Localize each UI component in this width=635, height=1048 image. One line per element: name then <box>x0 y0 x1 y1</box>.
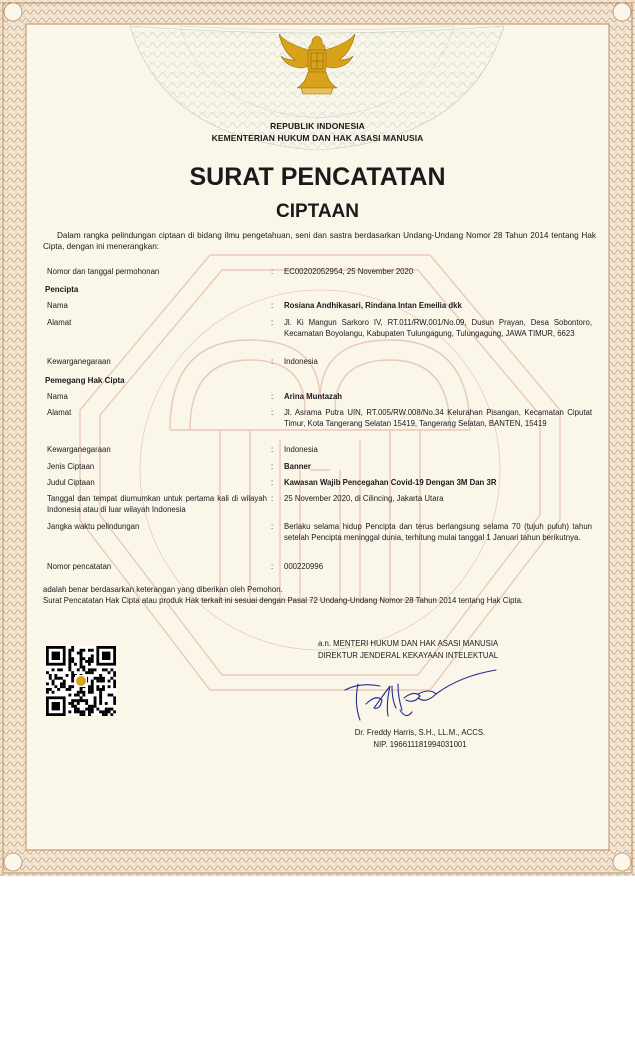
signatory-on-behalf: a.n. MENTERI HUKUM DAN HAK ASASI MANUSIA <box>318 639 499 648</box>
garuda-emblem-icon <box>275 30 359 98</box>
section-heading-holder: Pemegang Hak Cipta <box>45 376 125 385</box>
field-colon: : <box>271 522 274 531</box>
field-label: Alamat <box>47 408 72 417</box>
field-colon: : <box>271 357 274 366</box>
document-subtitle: CIPTAAN <box>275 201 360 222</box>
field-label: Kewarganegaraan <box>47 445 111 454</box>
field-value: Banner <box>284 462 311 471</box>
header-ministry: KEMENTERIAN HUKUM DAN HAK ASASI MANUSIA <box>211 133 424 143</box>
field-colon: : <box>271 562 274 571</box>
signatory-name: Dr. Freddy Harris, S.H., LL.M., ACCS. <box>354 728 486 737</box>
field-value: Kawasan Wajib Pencegahan Covid-19 Dengan 3M Dan 3R <box>284 478 497 487</box>
field-value: Arina Muntazah <box>284 392 343 401</box>
field-value: Jl. Ki Mangun Sarkoro IV, RT.011/RW.001/No.09, Dusun Prayan, Desa Sobontoro, Kecamatan Boyolangu, Kabupaten Tulungagung, Tulungagung, JAWA TIMUR, 6623 <box>284 318 592 338</box>
field-colon: : <box>271 445 274 454</box>
field-colon: : <box>271 462 274 471</box>
field-value: EC00202052954, 25 November 2020 <box>284 267 414 276</box>
field-value: Berlaku selama hidup Pencipta dan terus berlangsung selama 70 (tujuh puluh) tahun setelah Pencipta meninggal dunia, terhitung mulai tanggal 1 Januari tahun berikutnya. <box>284 522 592 542</box>
field-colon: : <box>271 478 274 487</box>
field-colon: : <box>271 267 274 276</box>
field-label: Tanggal dan tempat diumumkan untuk pertama kali di wilayah Indonesia atau di luar wilayah Indonesia <box>47 494 267 514</box>
field-label: Jenis Ciptaan <box>47 462 95 471</box>
section-heading-creator: Pencipta <box>45 285 79 294</box>
field-label: Nomor dan tanggal permohonan <box>47 267 160 276</box>
field-label: Kewarganegaraan <box>47 357 111 366</box>
field-label: Judul Ciptaan <box>47 478 95 487</box>
field-label: Nama <box>47 301 68 310</box>
field-label: Nama <box>47 392 68 401</box>
field-value: Indonesia <box>284 445 318 454</box>
field-label: Nomor pencatatan <box>47 562 112 571</box>
signatory-position: DIREKTUR JENDERAL KEKAYAAN INTELEKTUAL <box>318 651 499 660</box>
signature-icon <box>340 664 500 724</box>
field-colon: : <box>271 392 274 401</box>
field-colon: : <box>271 318 274 327</box>
qr-code-icon <box>46 646 116 716</box>
field-label: Alamat <box>47 318 72 327</box>
intro-paragraph: Dalam rangka pelindungan ciptaan di bidang ilmu pengetahuan, seni dan sastra berdasarkan Undang-Undang Nomor 28 Tahun 2014 tentang Hak Cipta, dengan ini menerangkan: <box>43 231 596 251</box>
signatory-nip: NIP. 196611181994031001 <box>373 740 467 749</box>
document-title: SURAT PENCATATAN <box>189 163 446 191</box>
field-value: 25 November 2020, di Cilincing, Jakarta Utara <box>284 494 444 503</box>
header-country: REPUBLIK INDONESIA <box>270 121 365 131</box>
closing-line-2: Surat Pencatatan Hak Cipta atau produk Hak terkait ini sesuai dengan Pasal 72 Undang-Undang Nomor 28 Tahun 2014 tentang Hak Cipta. <box>43 596 524 605</box>
closing-line-1: adalah benar berdasarkan keterangan yang diberikan oleh Pemohon. <box>43 585 283 594</box>
field-colon: : <box>271 408 274 417</box>
field-colon: : <box>271 494 274 503</box>
field-colon: : <box>271 301 274 310</box>
field-value: 000220996 <box>284 562 324 571</box>
field-value: Jl. Asrama Putra UIN, RT.005/RW.008/No.34 Kelurahan Pisangan, Kecamatan Ciputat Timur, Kota Tangerang Selatan 15419, Tangerang Selatan, BANTEN, 15419 <box>284 408 592 428</box>
field-value: Rosiana Andhikasari, Rindana Intan Emeilia dkk <box>284 301 462 310</box>
field-label: Jangka waktu pelindungan <box>47 522 140 531</box>
field-value: Indonesia <box>284 357 318 366</box>
